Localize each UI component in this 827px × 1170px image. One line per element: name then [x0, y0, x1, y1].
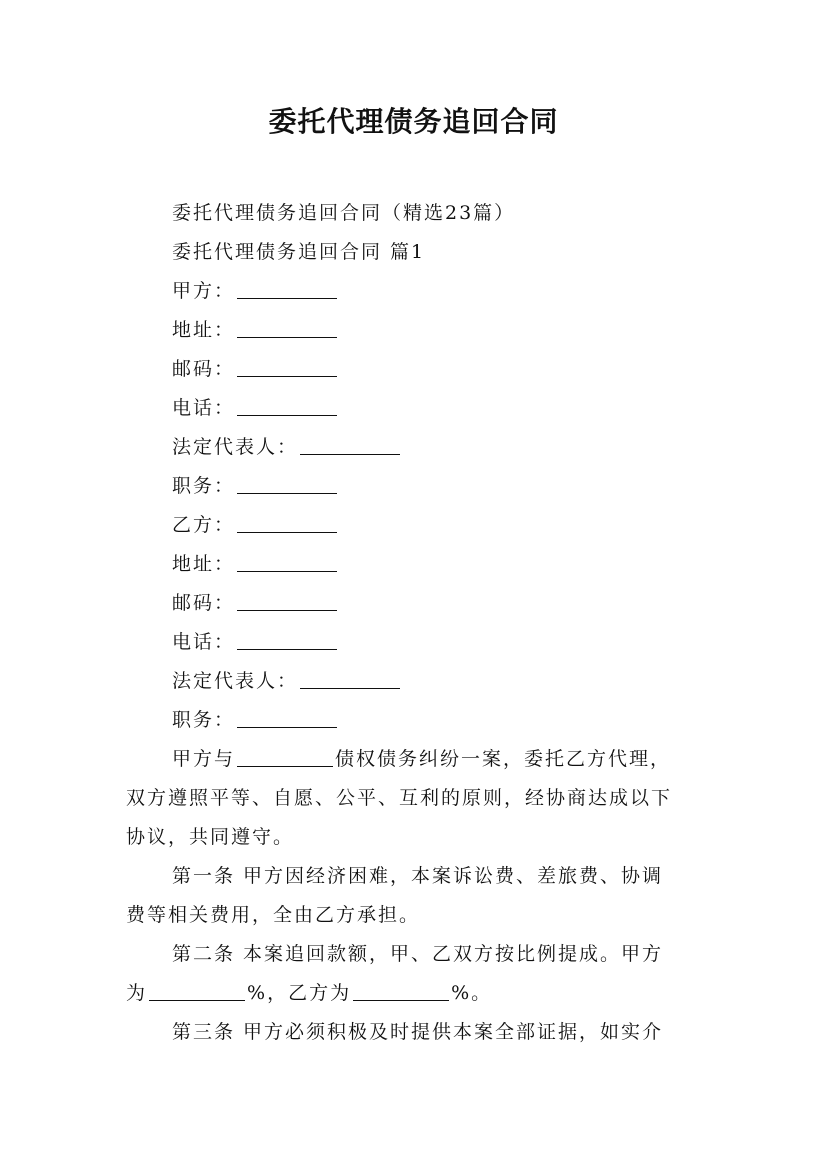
- field-label: 甲方：: [172, 280, 236, 302]
- field-label: 邮码：: [172, 358, 236, 380]
- field-label: 地址：: [172, 319, 236, 341]
- fill-in-blank: [237, 319, 337, 338]
- text-run: 甲方与: [172, 748, 236, 770]
- fill-in-blank: [237, 475, 337, 494]
- field-label: 法定代表人：: [172, 436, 299, 458]
- paragraph-line: 第三条 甲方必须积极及时提供本案全部证据，如实介: [172, 1021, 664, 1043]
- party-b-legal-rep-field: [172, 666, 400, 693]
- fill-in-blank: [237, 358, 337, 377]
- fill-in-blank: [300, 436, 400, 455]
- field-label: 职务：: [172, 475, 236, 497]
- fill-in-blank: [237, 592, 337, 611]
- field-label: 职务：: [172, 709, 236, 731]
- paragraph-line: 双方遵照平等、自愿、公平、互利的原则，经协商达成以下: [126, 787, 673, 809]
- fill-in-blank: [237, 553, 337, 572]
- fill-in-blank: [237, 280, 337, 299]
- field-label: 地址：: [172, 553, 236, 575]
- fill-in-blank: [237, 631, 337, 650]
- party-a-name-field: [172, 276, 337, 303]
- party-b-phone-field: [172, 627, 337, 654]
- paragraph-line: 第一条 甲方因经济困难，本案诉讼费、差旅费、协调: [172, 865, 664, 887]
- text-run: %，乙方为: [247, 982, 352, 1004]
- paragraph-line: [172, 744, 671, 771]
- document-title: 委托代理债务追回合同: [268, 105, 559, 138]
- paragraph-line: 费等相关费用，全由乙方承担。: [126, 904, 421, 926]
- fill-in-blank: [237, 748, 333, 767]
- field-label: 法定代表人：: [172, 670, 299, 692]
- section-heading: 委托代理债务追回合同 篇1: [172, 241, 426, 263]
- party-b-address-field: [172, 549, 337, 576]
- party-b-position-field: [172, 705, 337, 732]
- field-label: 电话：: [172, 631, 236, 653]
- fill-in-blank: [237, 514, 337, 533]
- field-label: 乙方：: [172, 514, 236, 536]
- field-label: 电话：: [172, 397, 236, 419]
- subtitle: 委托代理债务追回合同（精选23篇）: [172, 202, 516, 224]
- fill-in-blank: [353, 982, 449, 1001]
- text-run: 为: [126, 982, 148, 1004]
- fill-in-blank: [237, 709, 337, 728]
- text-run: 债权债务纠纷一案，委托乙方代理，: [335, 748, 672, 770]
- party-a-address-field: [172, 315, 337, 342]
- fill-in-blank: [237, 397, 337, 416]
- paragraph-line: 第二条 本案追回款额，甲、乙双方按比例提成。甲方: [172, 943, 664, 965]
- party-a-postcode-field: [172, 354, 337, 381]
- fill-in-blank: [149, 982, 245, 1001]
- paragraph-line: [126, 978, 492, 1005]
- paragraph-line: 协议，共同遵守。: [126, 826, 295, 848]
- party-b-postcode-field: [172, 588, 337, 615]
- field-label: 邮码：: [172, 592, 236, 614]
- text-run: %。: [451, 982, 493, 1004]
- fill-in-blank: [300, 670, 400, 689]
- party-a-phone-field: [172, 393, 337, 420]
- party-b-name-field: [172, 510, 337, 537]
- party-a-legal-rep-field: [172, 432, 400, 459]
- party-a-position-field: [172, 471, 337, 498]
